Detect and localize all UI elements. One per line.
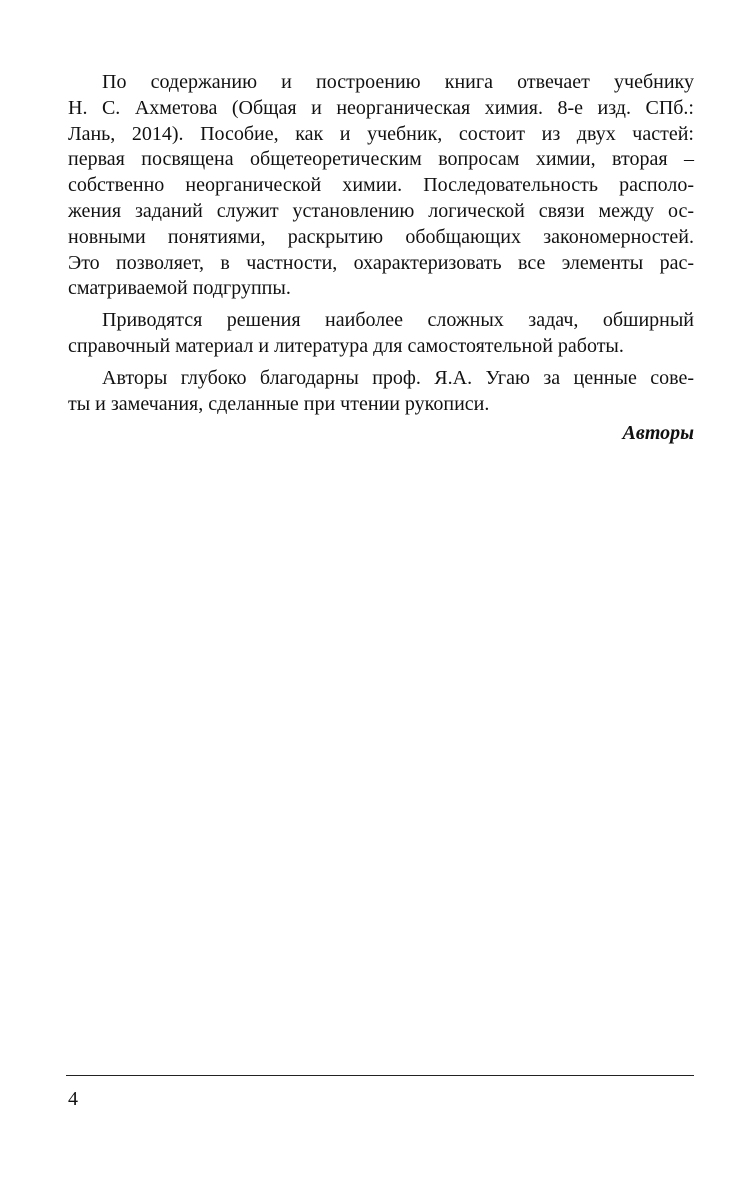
paragraph-2-line-1: Приводятся решения наиболее сложных задач, обширный <box>102 309 694 332</box>
paragraph-1-line-9: сматриваемой подгруппы. <box>68 277 291 300</box>
paragraph-2-line-2: справочный материал и литература для самостоятельной работы. <box>68 334 624 357</box>
page-number: 4 <box>68 1088 78 1110</box>
paragraph-1-line-8: Это позволяет, в частности, охарактеризовать все элементы рас- <box>68 251 694 274</box>
footer-divider <box>66 1075 694 1076</box>
paragraph-1-line-6: жения заданий служит установлению логической связи между ос- <box>68 199 694 222</box>
paragraph-1-line-1: По содержанию и построению книга отвечает учебнику <box>102 71 694 93</box>
paragraph-1-line-4: первая посвящена общетеоретическим вопросам химии, вторая – <box>68 148 694 171</box>
paragraph-1-line-2: Н. С. Ахметова (Общая и неорганическая химия. 8-е изд. СПб.: <box>68 96 694 119</box>
paragraph-3-line-2: ты и замечания, сделанные при чтении рукописи. <box>68 392 490 415</box>
paragraph-1-line-3: Лань, 2014). Пособие, как и учебник, состоит из двух частей: <box>68 122 694 145</box>
preface-text <box>68 70 694 417</box>
paragraph-1-line-5: собственно неорганической химии. Последовательность располо- <box>68 174 694 197</box>
authors-signature: Авторы <box>622 422 694 444</box>
paragraph-3-line-1: Авторы глубоко благодарны проф. Я.А. Угаю за ценные сове- <box>102 366 694 389</box>
paragraph-1-line-7: новными понятиями, раскрытию обобщающих закономерностей. <box>68 225 694 248</box>
